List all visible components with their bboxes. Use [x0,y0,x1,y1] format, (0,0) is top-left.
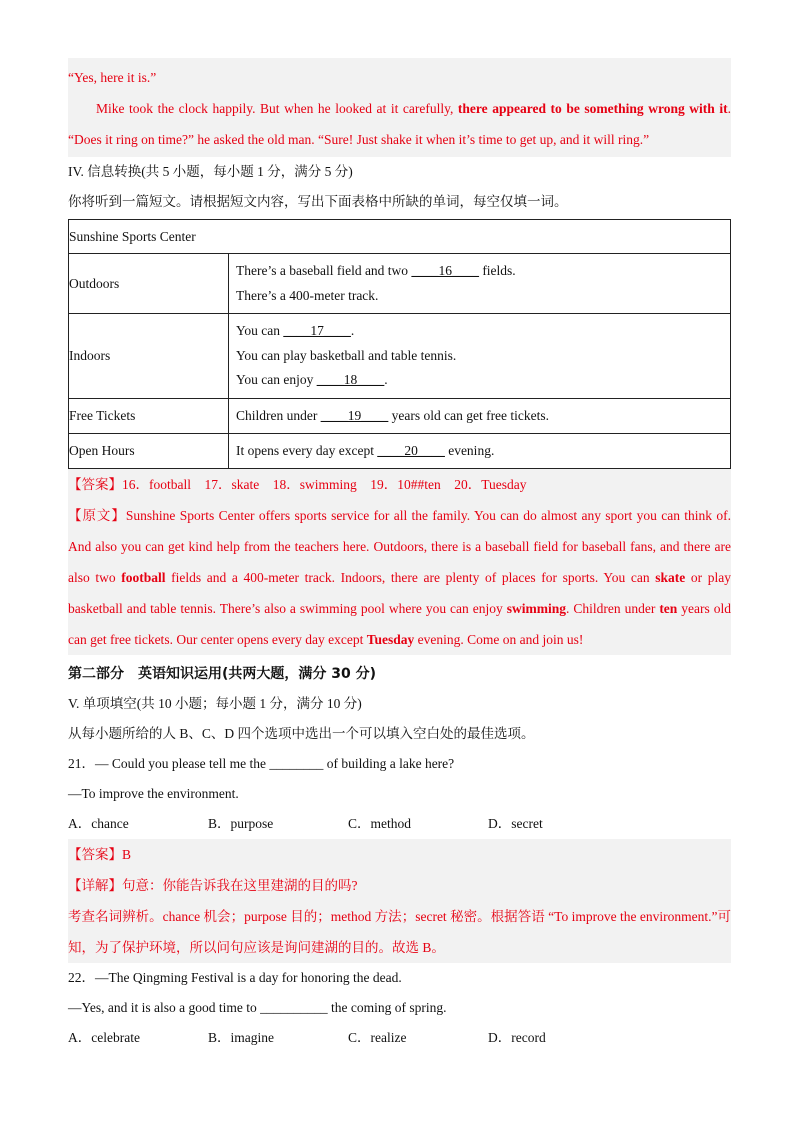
table-row [69,314,731,399]
section-4-title: IV. 信息转换(共 5 小题，每小题 1 分，满分 5 分) [68,164,353,179]
question-21-reply: —To improve the environment. [68,786,239,801]
option-d[interactable]: D．record [488,1030,546,1045]
original-text-segment: fields and a 400-meter track. Indoors, there are plenty of places for sports. You can [165,570,656,585]
original-text-segment: Sunshine Sports Center offers sports service for all the family. You can do almost any sport you can think of. And also you can get kind help from the teachers here. Outdoors, there is a baseball field for baseball fans, and there are also two [68,508,731,585]
row-label: Open Hours [69,434,229,469]
blank-19[interactable]: ____19____ [320,407,389,423]
option-d[interactable]: D．secret [488,816,543,831]
answer-key: 【答案】16．football 17．skate 18．swimming 19．10##ten 20．Tuesday [68,477,527,492]
question-22-stem: 22．—The Qingming Festival is a day for honoring the dead. [68,970,402,985]
story-paragraph: Mike took the clock happily. But when he looked at it carefully, there appeared to be something wrong with it. “Does it ring on time?” he asked the old man. “Sure! Just shake it when it’s time to get up, and it will ring.” [68,101,731,147]
original-text-segment: . Children under [566,601,660,616]
row-content: You can ____17____. You can play basketball and table tennis. You can enjoy ____18____. [229,314,731,399]
question-21-options [68,809,731,839]
row-label: Free Tickets [69,399,229,434]
option-b[interactable]: B．purpose [208,816,274,831]
table-row [69,254,731,314]
original-text-segment: or play basketball and table tennis. There’s also a swimming pool where you can enjoy [68,570,732,616]
original-text-segment: years old can get free tickets. Our center opens every day except [68,601,732,647]
option-a[interactable]: A．celebrate [68,1030,140,1045]
table-row [69,434,731,469]
option-b[interactable]: B．imagine [208,1030,274,1045]
info-table [68,219,731,469]
answer-block [68,469,731,655]
answer-keyword: Tuesday [366,632,415,647]
row-content: It opens every day except ____20____ evening. [229,434,731,469]
question-21-answer: 【答案】B [68,847,132,862]
question-21-stem: 21．— Could you please tell me the ________ of building a lake here? [68,756,455,771]
story-quote: “Yes, here it is.” [68,70,157,85]
blank-17[interactable]: ____17____ [283,323,351,339]
table-row [69,399,731,434]
option-a[interactable]: A．chance [68,816,129,831]
section-4-instruction: 你将听到一篇短文。请根据短文内容，写出下面表格中所缺的单词，每空仅填一词。 [68,194,568,209]
answer-keyword: skate [655,570,686,585]
part-2-title: 第二部分 英语知识运用(共两大题，满分 30 分) [68,666,377,682]
table-header-cell: Sunshine Sports Center [69,220,731,254]
document-page [68,58,731,1053]
question-21-detail-1: 【详解】句意：你能告诉我在这里建湖的目的吗? [68,878,358,893]
row-label: Outdoors [69,254,229,314]
answer-keyword: football [121,570,166,585]
row-label: Indoors [69,314,229,399]
answer-keyword: swimming [506,601,567,616]
answer-keyword: ten [659,601,678,616]
blank-16[interactable]: ____16____ [411,263,479,278]
question-22-reply: —Yes, and it is also a good time to __________ the coming of spring. [68,1000,447,1015]
section-5-instruction: 从每小题所给的人 B、C、D 四个选项中选出一个可以填入空白处的最佳选项。 [68,726,535,741]
story-highlight: there appeared to be something wrong with it [457,101,728,116]
original-text-segment: evening. Come on and join us! [414,632,584,647]
row-content: Children under ____19____ years old can get free tickets. [229,399,731,434]
question-21-detail-2: 考查名词辨析。chance 机会；purpose 目的；method 方法；secret 秘密。根据答语 “To improve the environment.”可知，为了保护环境，所以问句应该是询问建湖的目的。故选 B。 [68,909,731,955]
story-passage [68,58,731,157]
row-content: There’s a baseball field and two ____16____ fields. There’s a 400-meter track. [229,254,731,314]
question-21-answer-block [68,839,731,963]
option-c[interactable]: C．method [348,816,411,831]
blank-18[interactable]: ____18____ [316,372,385,388]
table-header-row [69,220,731,254]
blank-20[interactable]: ____20____ [377,442,445,458]
option-c[interactable]: C．realize [348,1030,407,1045]
original-text: 【原文】Sunshine Sports Center offers sports service for all the family. You can do almost any sport you can think of. And also you can get kind help from the teachers here. Outdoors, there is a baseball field for baseball fans, and there are also two football fields and a 400-meter track. Indoors, there are plenty of places for sports. You can skate or play basketball and table tennis. There’s also a swimming pool where you can enjoy swimming. Children under ten years old can get free tickets. Our center opens every day except Tuesday evening. Come on and join us! [68,508,732,647]
section-5-title: V. 单项填空(共 10 小题；每小题 1 分，满分 10 分) [68,696,362,711]
question-22-options [68,1023,731,1053]
